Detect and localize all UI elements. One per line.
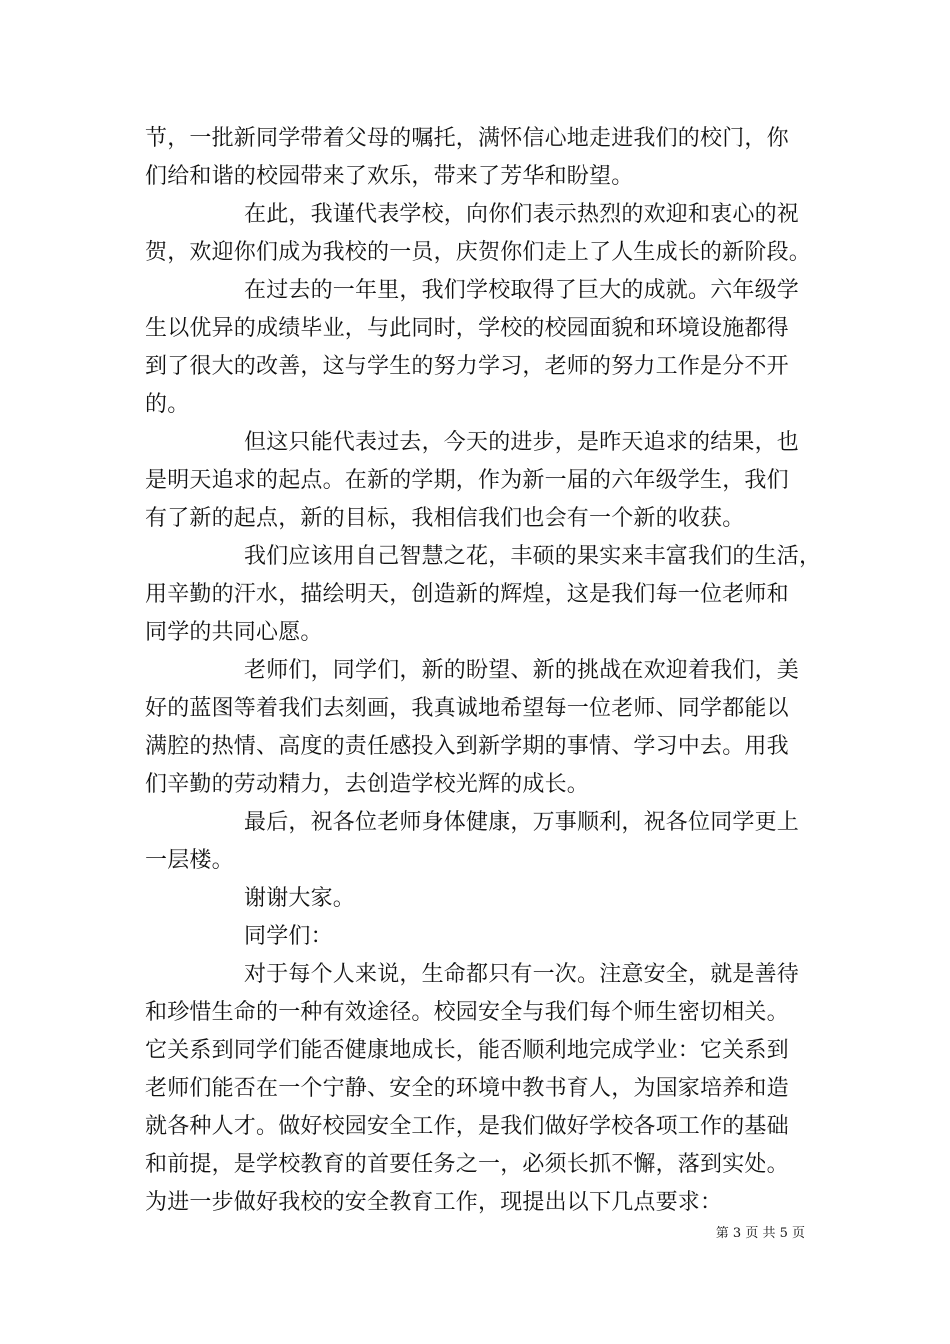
text-line: 和珍惜生命的一种有效途径。校园安全与我们每个师生密切相关。 [145, 1000, 789, 1025]
text-line: 有了新的起点，新的目标，我相信我们也会有一个新的收获。 [145, 506, 745, 531]
text-line: 同学们： [244, 924, 333, 949]
text-line: 在此，我谨代表学校，向你们表示热烈的欢迎和衷心的祝 [244, 202, 800, 227]
text-line: 就各种人才。做好校园安全工作，是我们做好学校各项工作的基础 [145, 1114, 789, 1139]
text-line: 贺，欢迎你们成为我校的一员，庆贺你们走上了人生成长的新阶段。 [145, 240, 812, 265]
text-line: 到了很大的改善，这与学生的努力学习，老师的努力工作是分不开 [145, 354, 789, 379]
text-line: 为进一步做好我校的安全教育工作，现提出以下几点要求： [145, 1190, 723, 1215]
page-number: 第 3 页 共 5 页 [715, 1226, 805, 1241]
text-line: 我们应该用自己智慧之花，丰硕的果实来丰富我们的生活， [244, 544, 822, 569]
body-text [145, 120, 821, 1222]
text-line: 对于每个人来说，生命都只有一次。注意安全，就是善待 [244, 962, 800, 987]
text-line: 好的蓝图等着我们去刻画，我真诚地希望每一位老师、同学都能以 [145, 696, 789, 721]
text-line: 最后，祝各位老师身体健康，万事顺利，祝各位同学更上 [244, 810, 800, 835]
text-line: 在过去的一年里，我们学校取得了巨大的成就。六年级学 [244, 278, 800, 303]
text-line: 它关系到同学们能否健康地成长，能否顺利地完成学业：它关系到 [145, 1038, 789, 1063]
text-line: 们辛勤的劳动精力，去创造学校光辉的成长。 [145, 772, 590, 797]
text-line: 满腔的热情、高度的责任感投入到新学期的事情、学习中去。用我 [145, 734, 789, 759]
text-line: 们给和谐的校园带来了欢乐，带来了芳华和盼望。 [145, 164, 634, 189]
text-line: 谢谢大家。 [244, 886, 356, 911]
text-line: 老师们能否在一个宁静、安全的环境中教书育人，为国家培养和造 [145, 1076, 789, 1101]
text-line: 的。 [145, 392, 190, 417]
text-line: 和前提，是学校教育的首要任务之一，必须长抓不懈，落到实处。 [145, 1152, 789, 1177]
text-line: 但这只能代表过去，今天的进步，是昨天追求的结果，也 [244, 430, 800, 455]
text-line: 老师们，同学们，新的盼望、新的挑战在欢迎着我们，美 [244, 658, 800, 683]
text-line: 同学的共同心愿。 [145, 620, 323, 645]
text-line: 节，一批新同学带着父母的嘱托，满怀信心地走进我们的校门，你 [145, 126, 789, 151]
text-line: 生以优异的成绩毕业，与此同时，学校的校园面貌和环境设施都得 [145, 316, 789, 341]
text-line: 一层楼。 [145, 848, 234, 873]
text-line: 用辛勤的汗水，描绘明天，创造新的辉煌，这是我们每一位老师和 [145, 582, 789, 607]
text-line: 是明天追求的起点。在新的学期，作为新一届的六年级学生，我们 [145, 468, 789, 493]
